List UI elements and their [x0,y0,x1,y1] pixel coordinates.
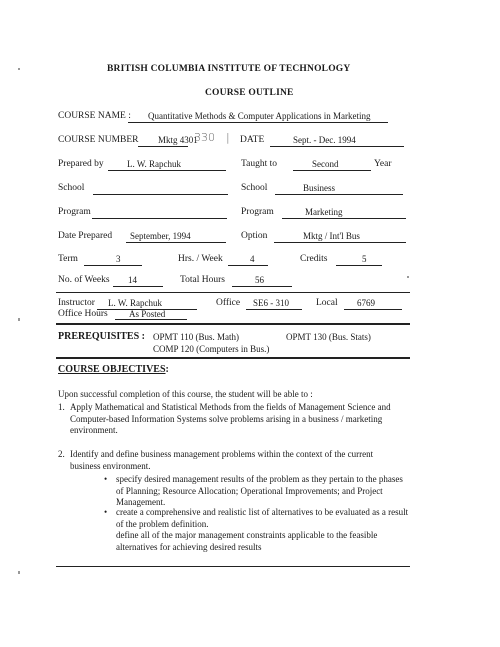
school-right-value: Business [303,183,336,193]
document-title: COURSE OUTLINE [205,88,294,98]
bullet-3-text: define all of the major management constraints applicable to the feasible alternatives for achieving desired results [116,530,378,552]
hrs-week-value: 4 [250,254,255,264]
objectives-heading-colon: : [165,364,169,375]
local-label: Local [316,298,338,308]
program-right-line [282,218,406,219]
bullet-2-text: create a comprehensive and realistic list of alternatives to be evaluated as a result of the problem definition. [116,507,409,529]
handwritten-stroke: | [226,131,230,144]
course-name-label: COURSE NAME : [58,111,131,121]
date-line [270,146,404,147]
term-line [84,265,142,266]
instructor-label: Instructor [58,298,95,308]
objectives-intro: Upon successful completion of this course, the student will be able to : [58,389,313,399]
local-value: 6769 [357,298,375,308]
hrs-week-label: Hrs. / Week [178,254,223,264]
date-prepared-label: Date Prepared [58,231,113,241]
course-name-line [128,122,388,123]
objectives-heading: COURSE OBJECTIVES [58,364,166,375]
course-name-value: Quantitative Methods & Computer Applications in Marketing [148,111,371,121]
year-label: Year [374,159,392,169]
office-label: Office [216,298,241,308]
prerequisites-label: PREREQUISITES : [58,331,145,342]
objective-2-number: 2. [58,449,65,459]
total-hours-label: Total Hours [180,275,225,285]
scan-speck [407,276,409,278]
term-value: 3 [116,254,121,264]
program-right-label: Program [241,207,274,217]
taught-to-line [293,170,371,171]
office-hours-line [115,319,187,320]
prerequisite-item-1: OPMT 110 (Bus. Math) [153,332,240,342]
date-prepared-line [126,242,226,243]
total-hours-value: 56 [255,275,264,285]
prepared-by-label: Prepared by [58,159,104,169]
divider-top [56,292,410,293]
option-value: Mktg / Int'l Bus [303,231,360,241]
institution-name: BRITISH COLUMBIA INSTITUTE OF TECHNOLOGY [107,64,351,74]
prerequisite-item-3: COMP 120 (Computers in Bus.) [153,344,270,354]
divider-prereq [56,357,410,359]
objective-2-text: Identify and define business management problems within the context of the current business environment. [70,449,374,471]
school-left-line [93,194,228,195]
date-value: Sept. - Dec. 1994 [293,135,356,145]
divider-bottom [56,566,410,567]
objectives-heading-wrap [58,364,169,375]
taught-to-label: Taught to [241,159,278,169]
program-left-line [92,218,227,219]
course-number-label: COURSE NUMBER [58,135,139,145]
num-weeks-label: No. of Weeks [58,275,110,285]
credits-value: 5 [362,254,367,264]
date-label: DATE [240,135,265,145]
scan-speck [18,318,20,321]
num-weeks-line [113,286,163,287]
divider-office [56,323,410,325]
course-number-line [138,146,188,147]
option-line [274,242,406,243]
scan-speck [18,68,20,70]
program-left-label: Program [58,207,91,217]
scan-speck [18,571,20,574]
school-right-line [275,194,403,195]
course-number-value: Mktg 4301 [158,135,198,145]
credits-line [336,265,382,266]
term-label: Term [58,254,78,264]
program-right-value: Marketing [305,207,343,217]
bullet-1-text: specify desired management results of the problem as they pertain to the phases of Planning; Resource Allocation; Operational Improvements; and Project Management. [116,474,403,507]
local-line [344,309,402,310]
instructor-value: L. W. Rapchuk [108,298,162,308]
prerequisite-item-2: OPMT 130 (Bus. Stats) [286,332,371,342]
prepared-by-value: L. W. Rapchuk [127,159,181,169]
objective-1-number: 1. [58,402,65,412]
office-value: SE6 - 310 [253,298,289,308]
hrs-week-line [228,265,268,266]
bullet-1-marker: • [104,474,108,484]
taught-to-value: Second [312,159,339,169]
option-label: Option [241,231,268,241]
office-hours-label: Office Hours [58,309,108,319]
bullet-2-marker: • [104,507,108,517]
credits-label: Credits [300,254,328,264]
school-right-label: School [241,183,268,193]
school-left-label: School [58,183,85,193]
office-hours-value: As Posted [129,309,166,319]
objective-1-text: Apply Mathematical and Statistical Methods from the fields of Management Science and Computer-based Information Systems solve problems arising in a business / marketing environment. [70,402,391,435]
date-prepared-value: September, 1994 [130,231,191,241]
prepared-by-line [108,170,226,171]
course-number-handwritten: 330 [194,131,215,144]
office-line [246,309,302,310]
num-weeks-value: 14 [128,275,137,285]
total-hours-line [232,286,292,287]
